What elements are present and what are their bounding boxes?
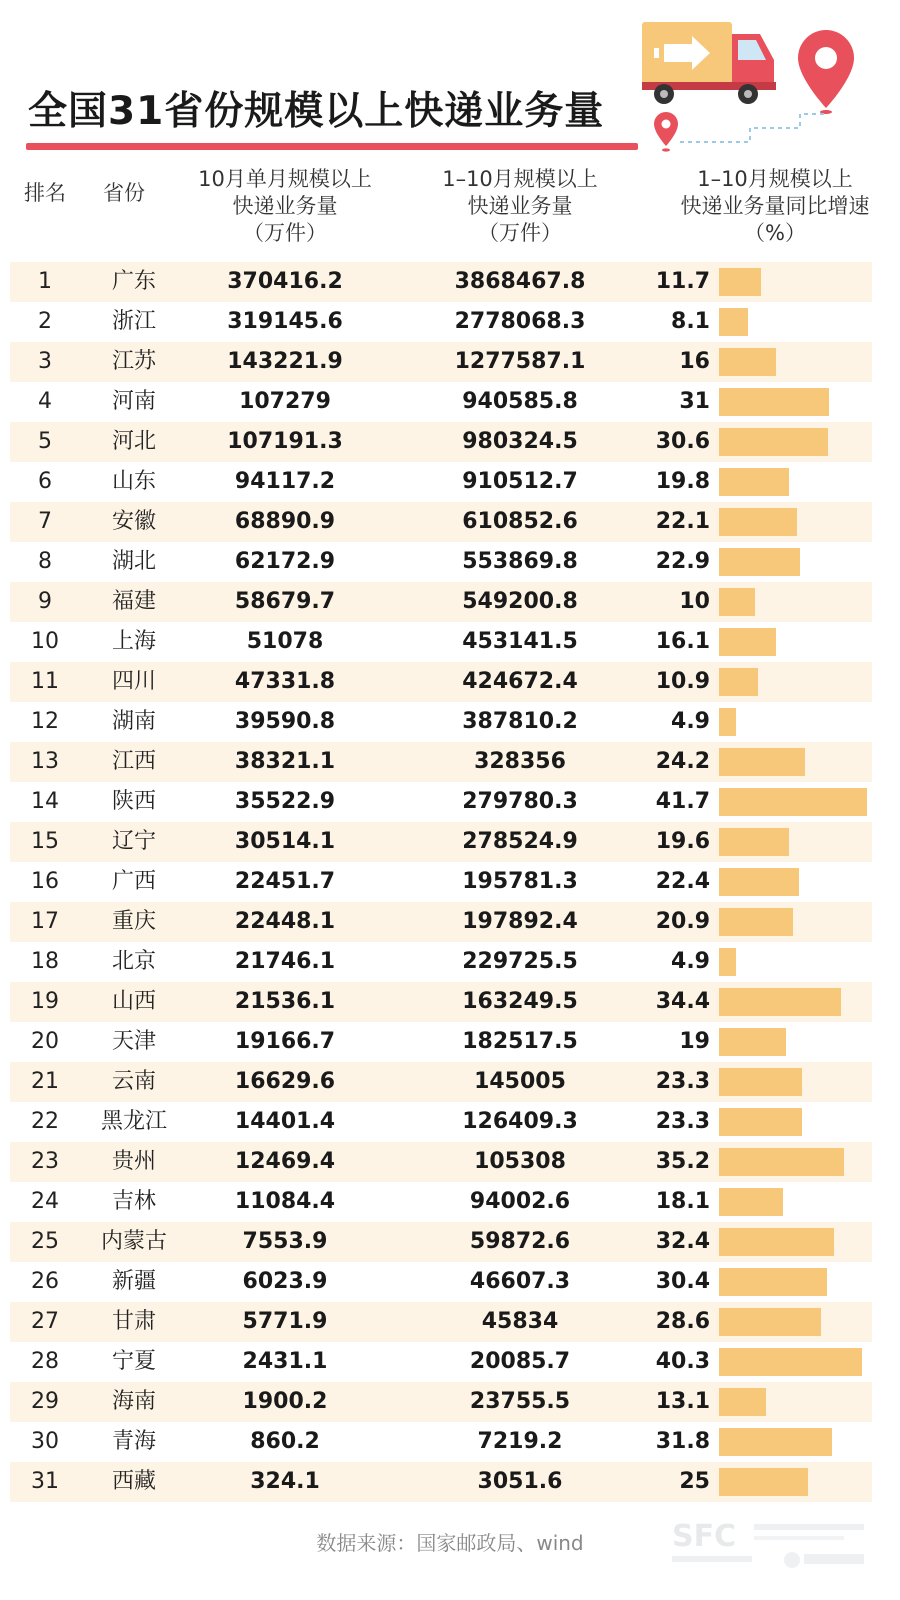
rank-cell: 12 xyxy=(31,709,59,734)
table-row xyxy=(0,782,900,822)
rank-cell: 10 xyxy=(31,629,59,654)
growth-bar xyxy=(719,668,758,696)
province-cell: 云南 xyxy=(111,1069,156,1094)
growth-cell: 22.9 xyxy=(655,549,710,574)
growth-bar xyxy=(719,948,736,976)
rank-cell: 5 xyxy=(38,429,52,454)
province-cell: 重庆 xyxy=(111,909,156,934)
delivery-truck-illustration xyxy=(640,12,880,162)
growth-cell: 23.3 xyxy=(655,1069,710,1094)
growth-bar xyxy=(719,1028,786,1056)
ytd-volume-cell: 980324.5 xyxy=(462,429,578,454)
table-row xyxy=(0,502,900,542)
growth-cell: 31 xyxy=(679,389,710,414)
province-cell: 江苏 xyxy=(111,349,156,374)
oct-volume-cell: 6023.9 xyxy=(242,1269,328,1294)
oct-volume-cell: 21746.1 xyxy=(234,949,336,974)
growth-cell: 23.3 xyxy=(655,1109,710,1134)
growth-bar xyxy=(719,508,797,536)
header-growth xyxy=(660,166,890,247)
rank-cell: 3 xyxy=(38,349,52,374)
table-row xyxy=(0,1022,900,1062)
province-cell: 贵州 xyxy=(111,1149,156,1174)
table-row xyxy=(0,622,900,662)
oct-volume-cell: 47331.8 xyxy=(234,669,336,694)
table-row xyxy=(0,902,900,942)
table-row xyxy=(0,382,900,422)
rank-cell: 26 xyxy=(31,1269,59,1294)
route-dashed-line xyxy=(680,114,826,142)
growth-cell: 30.6 xyxy=(655,429,710,454)
growth-bar xyxy=(719,268,761,296)
growth-bar xyxy=(719,1148,844,1176)
ytd-volume-cell: 3051.6 xyxy=(477,1469,563,1494)
growth-cell: 31.8 xyxy=(655,1429,710,1454)
province-cell: 青海 xyxy=(111,1429,156,1454)
page-title: 全国31省份规模以上快递业务量 xyxy=(28,89,605,134)
ytd-volume-cell: 46607.3 xyxy=(469,1269,571,1294)
province-cell: 山东 xyxy=(111,469,156,494)
ytd-volume-cell: 453141.5 xyxy=(462,629,578,654)
oct-volume-cell: 22448.1 xyxy=(234,909,336,934)
table-row xyxy=(0,662,900,702)
table-row xyxy=(0,542,900,582)
growth-cell: 35.2 xyxy=(655,1149,710,1174)
ytd-volume-cell: 105308 xyxy=(474,1149,566,1174)
province-cell: 甘肃 xyxy=(111,1309,156,1334)
oct-volume-cell: 51078 xyxy=(246,629,324,654)
province-cell: 福建 xyxy=(111,589,156,614)
growth-bar xyxy=(719,1348,862,1376)
oct-volume-cell: 58679.7 xyxy=(234,589,336,614)
oct-volume-cell: 12469.4 xyxy=(234,1149,336,1174)
header-oct-volume xyxy=(180,166,390,247)
table-row xyxy=(0,862,900,902)
rank-cell: 7 xyxy=(38,509,52,534)
oct-volume-cell: 21536.1 xyxy=(234,989,336,1014)
oct-volume-cell: 5771.9 xyxy=(242,1309,328,1334)
oct-volume-cell: 107279 xyxy=(239,389,331,414)
table-row xyxy=(0,982,900,1022)
growth-bar xyxy=(719,548,800,576)
oct-volume-cell: 2431.1 xyxy=(242,1349,328,1374)
ytd-volume-cell: 195781.3 xyxy=(462,869,578,894)
ytd-volume-cell: 279780.3 xyxy=(462,789,578,814)
province-cell: 江西 xyxy=(111,749,156,774)
table-row xyxy=(0,1422,900,1462)
province-cell: 四川 xyxy=(111,669,156,694)
rank-cell: 31 xyxy=(31,1469,59,1494)
growth-bar xyxy=(719,1188,783,1216)
growth-cell: 41.7 xyxy=(655,789,710,814)
oct-volume-cell: 319145.6 xyxy=(227,309,343,334)
ytd-volume-cell: 23755.5 xyxy=(469,1389,571,1414)
growth-bar xyxy=(719,708,736,736)
growth-cell: 16 xyxy=(679,349,710,374)
growth-cell: 30.4 xyxy=(655,1269,710,1294)
growth-cell: 22.4 xyxy=(655,869,710,894)
rank-cell: 6 xyxy=(38,469,52,494)
header-oct-line1: 10月单月规模以上 xyxy=(198,167,372,191)
province-cell: 浙江 xyxy=(111,309,156,334)
truck-icon xyxy=(642,22,776,104)
province-cell: 安徽 xyxy=(111,509,156,534)
growth-bar xyxy=(719,348,776,376)
province-cell: 吉林 xyxy=(111,1189,156,1214)
table-row xyxy=(0,1382,900,1422)
ytd-volume-cell: 59872.6 xyxy=(469,1229,571,1254)
ytd-volume-cell: 387810.2 xyxy=(462,709,578,734)
oct-volume-cell: 370416.2 xyxy=(227,269,343,294)
oct-volume-cell: 19166.7 xyxy=(234,1029,336,1054)
oct-volume-cell: 22451.7 xyxy=(234,869,336,894)
oct-volume-cell: 1900.2 xyxy=(242,1389,328,1414)
growth-cell: 4.9 xyxy=(671,949,710,974)
rank-cell: 15 xyxy=(31,829,59,854)
title-underline xyxy=(26,143,638,150)
growth-bar xyxy=(719,588,755,616)
growth-cell: 19.8 xyxy=(655,469,710,494)
ytd-volume-cell: 424672.4 xyxy=(462,669,578,694)
ytd-volume-cell: 940585.8 xyxy=(462,389,578,414)
province-cell: 西藏 xyxy=(111,1469,156,1494)
province-cell: 上海 xyxy=(111,629,156,654)
ytd-volume-cell: 229725.5 xyxy=(462,949,578,974)
growth-cell: 25 xyxy=(679,1469,710,1494)
rank-cell: 4 xyxy=(38,389,52,414)
table-row xyxy=(0,702,900,742)
table-row xyxy=(0,942,900,982)
ytd-volume-cell: 163249.5 xyxy=(462,989,578,1014)
ytd-volume-cell: 2778068.3 xyxy=(454,309,586,334)
ytd-volume-cell: 3868467.8 xyxy=(454,269,586,294)
growth-cell: 10.9 xyxy=(655,669,710,694)
oct-volume-cell: 11084.4 xyxy=(234,1189,336,1214)
rank-cell: 28 xyxy=(31,1349,59,1374)
table-row xyxy=(0,262,900,302)
province-cell: 广东 xyxy=(111,269,156,294)
table-row xyxy=(0,1342,900,1382)
header-province: 省份 xyxy=(103,181,145,205)
province-cell: 湖南 xyxy=(111,709,156,734)
growth-bar xyxy=(719,828,789,856)
ytd-volume-cell: 197892.4 xyxy=(462,909,578,934)
rank-cell: 24 xyxy=(31,1189,59,1214)
growth-cell: 28.6 xyxy=(655,1309,710,1334)
growth-bar xyxy=(719,1268,827,1296)
header-ytd-line2: 快递业务量 xyxy=(467,194,573,218)
growth-cell: 19.6 xyxy=(655,829,710,854)
province-cell: 新疆 xyxy=(111,1269,156,1294)
rank-cell: 21 xyxy=(31,1069,59,1094)
table-row xyxy=(0,1182,900,1222)
growth-bar xyxy=(719,1388,766,1416)
oct-volume-cell: 62172.9 xyxy=(234,549,336,574)
rank-cell: 9 xyxy=(38,589,52,614)
rank-cell: 30 xyxy=(31,1429,59,1454)
rank-cell: 2 xyxy=(38,309,52,334)
ytd-volume-cell: 145005 xyxy=(474,1069,566,1094)
header-oct-line2: 快递业务量 xyxy=(232,194,338,218)
header-oct-line3: （万件） xyxy=(243,221,327,245)
ytd-volume-cell: 182517.5 xyxy=(462,1029,578,1054)
growth-bar xyxy=(719,748,805,776)
province-cell: 湖北 xyxy=(111,549,156,574)
rank-cell: 19 xyxy=(31,989,59,1014)
growth-cell: 32.4 xyxy=(655,1229,710,1254)
ytd-volume-cell: 94002.6 xyxy=(469,1189,571,1214)
ytd-volume-cell: 126409.3 xyxy=(462,1109,578,1134)
ytd-volume-cell: 553869.8 xyxy=(462,549,578,574)
data-source: 数据来源：国家邮政局、wind xyxy=(316,1531,584,1555)
oct-volume-cell: 94117.2 xyxy=(234,469,336,494)
table-row xyxy=(0,1462,900,1502)
growth-bar xyxy=(719,628,776,656)
rank-cell: 8 xyxy=(38,549,52,574)
province-cell: 山西 xyxy=(111,989,156,1014)
province-cell: 宁夏 xyxy=(111,1349,156,1374)
growth-bar xyxy=(719,1068,802,1096)
province-cell: 海南 xyxy=(111,1389,156,1414)
growth-cell: 16.1 xyxy=(655,629,710,654)
map-pin-large-icon xyxy=(798,30,854,114)
growth-cell: 34.4 xyxy=(655,989,710,1014)
ytd-volume-cell: 20085.7 xyxy=(469,1349,571,1374)
table-row xyxy=(0,742,900,782)
table-row xyxy=(0,1102,900,1142)
ytd-volume-cell: 910512.7 xyxy=(462,469,578,494)
growth-cell: 8.1 xyxy=(671,309,710,334)
rank-cell: 23 xyxy=(31,1149,59,1174)
growth-cell: 20.9 xyxy=(655,909,710,934)
growth-bar xyxy=(719,1108,802,1136)
oct-volume-cell: 143221.9 xyxy=(227,349,343,374)
rank-cell: 11 xyxy=(31,669,59,694)
rank-cell: 22 xyxy=(31,1109,59,1134)
ytd-volume-cell: 278524.9 xyxy=(462,829,578,854)
growth-bar xyxy=(719,1308,821,1336)
table-row xyxy=(0,822,900,862)
growth-cell: 13.1 xyxy=(655,1389,710,1414)
header-ytd-line1: 1–10月规模以上 xyxy=(442,167,598,191)
province-cell: 北京 xyxy=(111,949,156,974)
province-cell: 陕西 xyxy=(111,789,156,814)
growth-cell: 11.7 xyxy=(655,269,710,294)
rank-cell: 14 xyxy=(31,789,59,814)
rank-cell: 18 xyxy=(31,949,59,974)
header-ytd-line3: （万件） xyxy=(478,221,562,245)
growth-bar xyxy=(719,1228,834,1256)
growth-bar xyxy=(719,988,841,1016)
oct-volume-cell: 38321.1 xyxy=(234,749,336,774)
rank-cell: 17 xyxy=(31,909,59,934)
table-row xyxy=(0,1262,900,1302)
growth-bar xyxy=(719,908,793,936)
growth-bar xyxy=(719,388,829,416)
oct-volume-cell: 30514.1 xyxy=(234,829,336,854)
rank-cell: 16 xyxy=(31,869,59,894)
table-row xyxy=(0,1142,900,1182)
growth-cell: 18.1 xyxy=(655,1189,710,1214)
oct-volume-cell: 68890.9 xyxy=(234,509,336,534)
map-pin-small-icon xyxy=(654,112,678,152)
growth-bar xyxy=(719,308,748,336)
oct-volume-cell: 107191.3 xyxy=(227,429,343,454)
table-row xyxy=(0,1062,900,1102)
table-row xyxy=(0,1302,900,1342)
ytd-volume-cell: 328356 xyxy=(474,749,566,774)
growth-bar xyxy=(719,1468,808,1496)
growth-cell: 24.2 xyxy=(655,749,710,774)
table-row xyxy=(0,342,900,382)
growth-bar xyxy=(719,1428,832,1456)
header-ytd-volume xyxy=(410,166,630,247)
rank-cell: 29 xyxy=(31,1389,59,1414)
rank-cell: 13 xyxy=(31,749,59,774)
growth-cell: 19 xyxy=(679,1029,710,1054)
province-cell: 辽宁 xyxy=(111,829,156,854)
oct-volume-cell: 7553.9 xyxy=(242,1229,328,1254)
province-cell: 内蒙古 xyxy=(100,1229,167,1254)
growth-bar xyxy=(719,788,867,816)
province-cell: 河北 xyxy=(111,429,156,454)
ytd-volume-cell: 549200.8 xyxy=(462,589,578,614)
province-cell: 广西 xyxy=(111,869,156,894)
rank-cell: 25 xyxy=(31,1229,59,1254)
province-cell: 河南 xyxy=(111,389,156,414)
oct-volume-cell: 35522.9 xyxy=(234,789,336,814)
table-row xyxy=(0,422,900,462)
table-row xyxy=(0,462,900,502)
header-growth-line2: 快递业务量同比增速 xyxy=(680,194,870,218)
rank-cell: 27 xyxy=(31,1309,59,1334)
oct-volume-cell: 16629.6 xyxy=(234,1069,336,1094)
data-table xyxy=(0,262,900,1502)
ytd-volume-cell: 7219.2 xyxy=(477,1429,563,1454)
rank-cell: 1 xyxy=(38,269,52,294)
oct-volume-cell: 14401.4 xyxy=(234,1109,336,1134)
ytd-volume-cell: 45834 xyxy=(481,1309,559,1334)
growth-cell: 4.9 xyxy=(671,709,710,734)
growth-cell: 22.1 xyxy=(655,509,710,534)
growth-bar xyxy=(719,868,799,896)
table-row xyxy=(0,302,900,342)
ytd-volume-cell: 610852.6 xyxy=(462,509,578,534)
oct-volume-cell: 39590.8 xyxy=(234,709,336,734)
header-growth-line3: （%） xyxy=(744,221,806,245)
publisher-watermark-logo xyxy=(672,1512,872,1572)
ytd-volume-cell: 1277587.1 xyxy=(454,349,586,374)
oct-volume-cell: 324.1 xyxy=(250,1469,320,1494)
growth-bar xyxy=(719,468,789,496)
province-cell: 天津 xyxy=(111,1029,156,1054)
table-row xyxy=(0,1222,900,1262)
header-rank: 排名 xyxy=(24,181,66,205)
rank-cell: 20 xyxy=(31,1029,59,1054)
growth-cell: 40.3 xyxy=(655,1349,710,1374)
province-cell: 黑龙江 xyxy=(100,1109,167,1134)
table-row xyxy=(0,582,900,622)
oct-volume-cell: 860.2 xyxy=(250,1429,320,1454)
growth-cell: 10 xyxy=(679,589,710,614)
growth-bar xyxy=(719,428,828,456)
svg-text:SFC: SFC xyxy=(672,1519,737,1554)
header-growth-line1: 1–10月规模以上 xyxy=(697,167,853,191)
